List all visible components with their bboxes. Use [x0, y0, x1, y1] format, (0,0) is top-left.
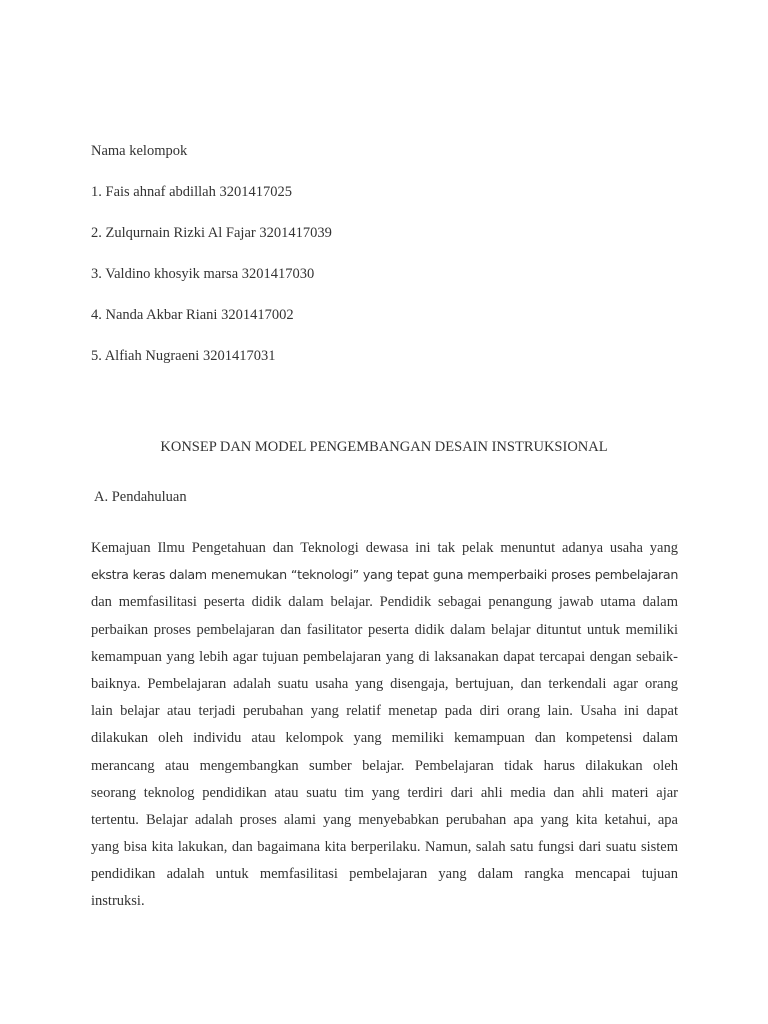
- section-heading: A. Pendahuluan: [94, 489, 187, 505]
- paragraph-line: merancang atau mengembangkan sumber belajar. Pembelajaran tidak harus dilakukan oleh: [91, 757, 678, 774]
- paragraph-line: instruksi.: [91, 893, 145, 910]
- paragraph-line: perbaikan proses pembelajaran dan fasilitator peserta didik dalam belajar dituntut untuk memiliki: [91, 621, 678, 638]
- group-member: 3. Valdino khosyik marsa 3201417030: [91, 266, 315, 282]
- group-member: 1. Fais ahnaf abdillah 3201417025: [91, 184, 292, 200]
- paragraph-line: baiknya. Pembelajaran adalah suatu usaha yang disengaja, bertujuan, dan terkendali agar orang: [91, 675, 678, 692]
- body-paragraph: [91, 539, 678, 920]
- group-member: 2. Zulqurnain Rizki Al Fajar 3201417039: [91, 225, 332, 241]
- paragraph-line: dan memfasilitasi peserta didik dalam belajar. Pendidik sebagai penangung jawab utama dalam: [91, 594, 678, 611]
- paragraph-line: kemampuan yang lebih agar tujuan pembelajaran yang di laksanakan dapat tercapai dengan sebaik-: [91, 648, 678, 665]
- paragraph-line: ekstra keras dalam menemukan “teknologi” yang tepat guna memperbaiki proses pembelajaran: [91, 567, 678, 583]
- paragraph-line: dilakukan oleh individu atau kelompok yang memiliki kemampuan dan kompetensi dalam: [91, 730, 678, 747]
- paragraph-line: seorang teknolog pendidikan atau suatu tim yang terdiri dari ahli media dan ahli materi ajar: [91, 784, 678, 801]
- paragraph-line: yang bisa kita lakukan, dan bagaimana kita berperilaku. Namun, salah satu fungsi dari suatu sistem: [91, 839, 678, 856]
- paragraph-line: lain belajar atau terjadi perubahan yang relatif menetap pada diri orang lain. Usaha ini dapat: [91, 703, 678, 720]
- paragraph-line: Kemajuan Ilmu Pengetahuan dan Teknologi dewasa ini tak pelak menuntut adanya usaha yang: [91, 540, 678, 556]
- group-label: Nama kelompok: [91, 143, 188, 159]
- document-title: KONSEP DAN MODEL PENGEMBANGAN DESAIN INSTRUKSIONAL: [160, 439, 608, 455]
- paragraph-line: tertentu. Belajar adalah proses alami yang menyebabkan perubahan apa yang kita ketahui, apa: [91, 811, 678, 828]
- paragraph-line: pendidikan adalah untuk memfasilitasi pembelajaran yang dalam rangka mencapai tujuan: [91, 866, 678, 883]
- group-member: 5. Alfiah Nugraeni 3201417031: [91, 348, 276, 364]
- group-member: 4. Nanda Akbar Riani 3201417002: [91, 307, 294, 323]
